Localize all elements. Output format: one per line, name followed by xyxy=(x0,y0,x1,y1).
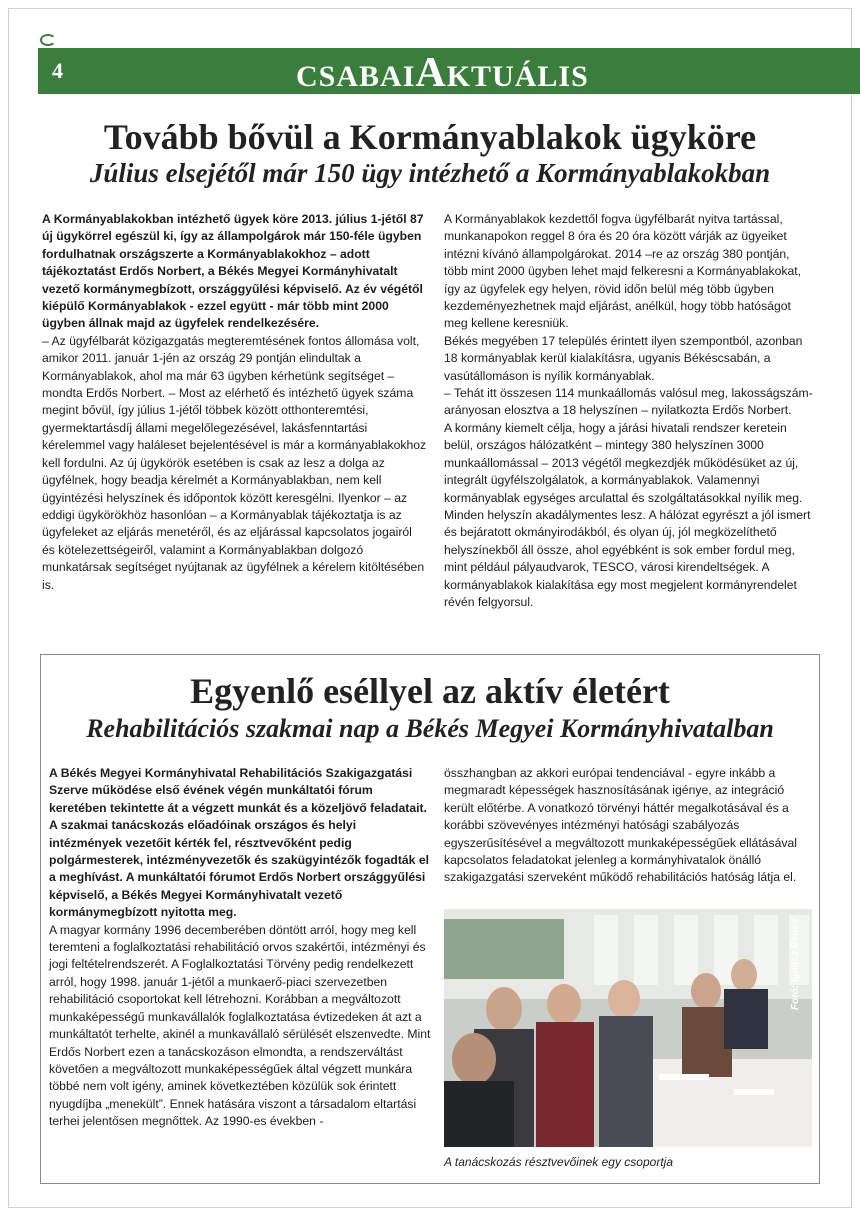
conference-photo xyxy=(444,909,812,1147)
photo-credit: Fotó: Ignácz Bence xyxy=(790,918,801,1010)
masthead-initial: A xyxy=(415,50,447,96)
article1-right-column xyxy=(444,211,816,611)
article2-right-column xyxy=(444,765,816,887)
article1-right-paragraph: A kormány kiemelt célja, hogy a járási hivatali rendszer keretein belül, országos hálózatként – mintegy 380 helyszínen 3000 munkaállomással – 2013 végétől megkezdjék működésüket az új, integrált ügyfélszolgálatok, a kormányablakok. Valamennyi kormányablak egységes arculattal és szolgáltatásokkal nyílik meg. Minden helyszín akadálymentes lesz. A hálózat egyrészt a jól ismert és bejáratott okmányirodákból, és olyan új, jól megközelíthető helyszínekből áll össze, ahol egyébként is sok ember fordul meg, mint például pályaudvarok, TESCO, városi kirendeltségek. A kormányablakok kialakítása egy most megjelent kormányrendelet révén felgyorsul. xyxy=(444,420,811,609)
swirl-logo-icon xyxy=(40,34,56,46)
masthead-prefix: CSABAI xyxy=(296,60,416,93)
article1-right-paragraph: Békés megyében 17 település érintett ilyen szempontból, azonban 18 kormányablak kerül kialakításra, ugyanis Békéscsabán, a vasútállomáson is nyílik kormányablak. xyxy=(444,333,803,383)
article1-lead: A Kormányablakokban intézhető ügyek köre 2013. július 1-jétől 87 új ügykörrel egészül ki, így az állampolgárok már 150-féle ügyben fordulhatnak országszerte a Kormányablakokhoz – adott tájékoztatást Erdős Norbert, a Békés Megyei Kormányhivatalt vezető kormánymegbízott, országgyűlési képviselő. Az év végétől kiépülő Kormányablakok - ezzel együtt - már több mint 2000 ügyben állnak majd az ügyfelek rendelkezésére. xyxy=(42,212,424,331)
article2-subtitle: Rehabilitációs szakmai nap a Békés Megyei Kormányhivatalban xyxy=(86,714,774,743)
article1-body: – Az ügyfélbarát közigazgatás megteremtésének fontos állomása volt, amikor 2011. január 1-jén az ország 29 pontján elindultak a Kormányablakok, ahol ma már 63 ügyben kérhetünk segítséget – mondta Erdős Norbert. – Most az elérhető és intézhető ügyek száma megint bővül, így július 1-jétől többek között otthonteremtési, gyermektartásdíj állami megelőlegezésével, lakásfenntartási kérelemmel vagy haláleset bejelentésével is már a kormányablakokhoz kell fordulni. Az új ügykörök esetében is csak az lesz a dolga az ügyfélnek, hogy beadja kérelmét a Kormányablakban, nem kell ügyintézési helyszínek és időpontok között keresgélni. Ilyenkor – az eddigi ügykörökhöz hasonlóan – a Kormányablak tájékoztatja is az ügyfeleket az eljárás menetéről, és az eljárással kapcsolatos jogairól és kötelezettségeiről, valamint a Kormányablakban dolgozó munkatársak segítséget nyújtanak az ügyfélnek a kérelem kitöltésében is. xyxy=(42,333,427,592)
article1-right-paragraph: – Tehát itt összesen 114 munkaállomás valósul meg, lakosságszám-arányosan elosztva a 18 helyszínen – nyilatkozta Erdős Norbert. xyxy=(444,386,813,418)
article1-right-paragraph: A Kormányablakok kezdettől fogva ügyfélbarát nyitva tartással, munkanapokon reggel 8 óra és 20 óra között várják az ügyeiket intézni kívánó állampolgárokat. 2014 –re az ország 380 pontján, több mint 2000 ügyben lehet majd felkeresni a Kormányablakokat, így az ügyfelek egy helyen, rövid időn belül még több ügyben kezdeményezhetnek majd eljárást, anélkül, hogy több hatóságot meg kellene keresniük. xyxy=(444,212,802,331)
article2-title: Egyenlő eséllyel az aktív életért xyxy=(190,671,670,711)
article2-right-paragraph: összhangban az akkori európai tendenciával - egyre inkább a megmaradt képességek hasznosításának igénye, az integráció került előtérbe. A vonatkozó törvényi háttér megalkotásával és a korábbi szövevényes intézményi hatósági szabályozás egyszerűsítésével a megváltozott munkaképességűek ellátásával kapcsolatos feladatokat jelenleg a kormányhivatalok önálló szakigazgatási szerveként működő rehabilitációs hatóság látja el. xyxy=(444,766,797,885)
photo-caption: A tanácskozás résztvevőinek egy csoportja xyxy=(444,1155,674,1169)
page-number: 4 xyxy=(52,58,63,83)
masthead xyxy=(296,52,589,94)
conference-photo-illustration xyxy=(444,909,812,1147)
masthead-rest: KTUÁLIS xyxy=(446,60,589,93)
article1-left-column xyxy=(42,211,428,594)
article1-title: Tovább bővül a Kormányablakok ügyköre xyxy=(103,117,757,157)
article2-left-column xyxy=(49,765,431,1131)
article2-lead: A Békés Megyei Kormányhivatal Rehabilitációs Szakigazgatási Szerve működése első évének végén munkáltatói fórum keretében tekintette át a végzett munkát és a közeljövő feladatait. A szakmai tanácskozás előadóinak országos és helyi intézmények vezetőit kérték fel, résztvevőként pedig polgármesterek, intézményvezetők és szakügyintézők fogadták el a meghívást. A munkáltatói fórumot Erdős Norbert országgyűlési képviselő, a Békés Megyei Kormányhivatalt vezető kormánymegbízott nyitotta meg. xyxy=(49,766,429,920)
article2-body: A magyar kormány 1996 decemberében döntött arról, hogy meg kell teremteni a foglalkoztatási rehabilitáció orvos szakértői, intézményi és jogi feltételrendszerét. A Foglalkoztatási Törvény pedig rendelkezett arról, hogy 1998. január 1-jétől a munkaerő-piaci szervezetben rehabilitáció csoportokat kell létrehozni. Korábban a megváltozott munkaképességű munkavállalók foglalkoztatása évtizedeken át azt a munkáltatót terhelte, akinél a munkavállaló sérülését elszenvedte. Mint Erdős Norbert ezen a tanácskozáson elmondta, a rendszerváltást követően a megváltozott munkaképességűek által végzett munkára többé nem volt igény, aminek következtében közülük sok érintett nyugdíjba „menekült”. Ennek hatására viszont a társadalom eltartási terhei jelentősen megnőttek. Az 1990-es években - xyxy=(49,922,431,1129)
article1-subtitle: Július elsejétől már 150 ügy intézhető a Kormányablakokban xyxy=(89,158,771,188)
